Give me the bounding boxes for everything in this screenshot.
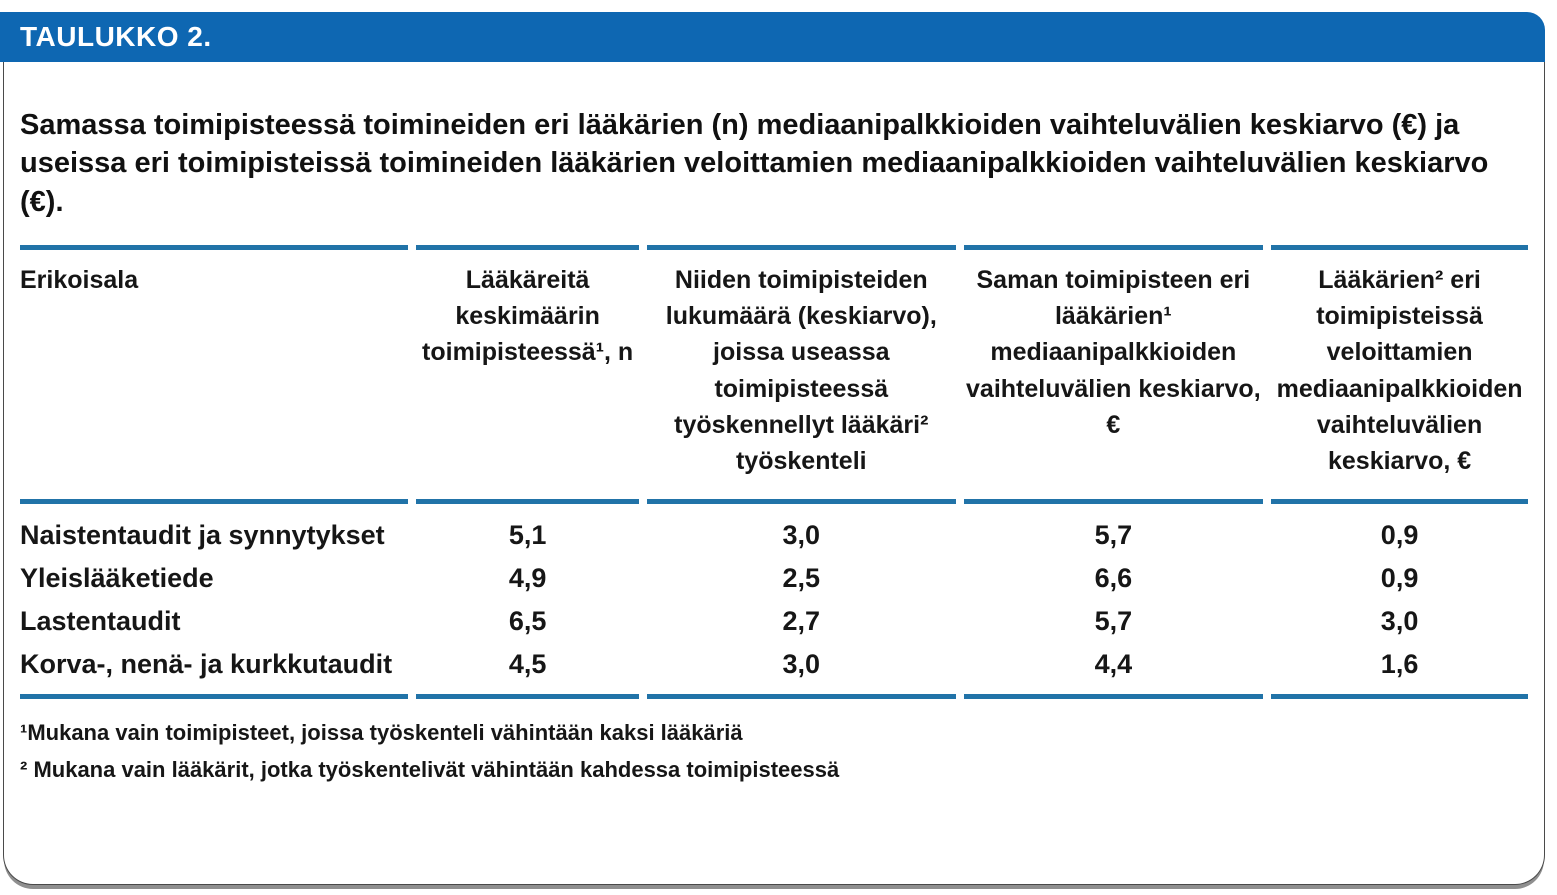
column-header-eri-toimipisteissa-keskiarvo: Lääkärien² eri toimipisteissä veloittamien mediaanipalkkioiden vaihteluvälien keskiarvo, € [1271, 245, 1528, 505]
cell-value: 4,9 [508, 563, 547, 594]
cell-value: 6,5 [508, 606, 547, 637]
table-card [3, 62, 1545, 885]
cell-value: 3,0 [782, 520, 821, 551]
cell-value: 0,9 [1380, 563, 1419, 594]
cell-value: 2,7 [782, 606, 821, 637]
table-header-bar [0, 12, 1545, 62]
table-row [20, 504, 1528, 557]
column-header-laakareita-keskimaarin: Lääkäreitä keskimäärin toimipisteessä¹, n [416, 245, 639, 505]
cell-specialty: Naistentaudit ja synnytykset [20, 520, 385, 551]
cell-value: 0,9 [1380, 520, 1419, 551]
data-table [12, 245, 1536, 700]
cell-value: 2,5 [782, 563, 821, 594]
column-header-saman-toimipisteen-keskiarvo: Saman toimipisteen eri lääkärien¹ mediaanipalkkioiden vaihteluvälien keskiarvo, € [964, 245, 1264, 505]
column-header-erikoisala: Erikoisala [20, 245, 408, 505]
cell-value: 5,7 [1094, 520, 1133, 551]
footnote-1: ¹Mukana vain toimipisteet, joissa työskenteli vähintään kaksi lääkäriä [20, 720, 743, 746]
table-number-label: TAULUKKO 2. [20, 21, 212, 52]
cell-value: 1,6 [1271, 643, 1528, 699]
cell-specialty: Lastentaudit [20, 606, 181, 637]
table-row [20, 643, 1528, 699]
cell-value: 5,1 [508, 520, 547, 551]
cell-specialty: Korva-, nenä- ja kurkkutaudit [20, 643, 408, 699]
cell-value: 4,5 [416, 643, 639, 699]
table-row [20, 600, 1528, 643]
cell-value: 3,0 [1380, 606, 1419, 637]
footnote-2: ² Mukana vain lääkärit, jotka työskentelivät vähintään kahdessa toimipisteessä [20, 756, 840, 782]
footnotes [20, 715, 1528, 788]
column-header-toimipisteiden-lukumaara: Niiden toimipisteiden lukumäärä (keskiarvo), joissa useassa toimipisteessä työskennellyt lääkäri² työskenteli [647, 245, 955, 505]
cell-value: 4,4 [964, 643, 1264, 699]
table-row [20, 557, 1528, 600]
table-caption: Samassa toimipisteessä toimineiden eri lääkärien (n) mediaanipalkkioiden vaihteluvälien keskiarvo (€) ja useissa eri toimipisteissä toimineiden lääkärien veloittamien mediaanipalkkioiden vaihteluvälien keskiarvo (€). [20, 109, 1489, 218]
cell-specialty: Yleislääketiede [20, 563, 214, 594]
cell-value: 5,7 [1094, 606, 1133, 637]
header-row [20, 245, 1528, 505]
cell-value: 3,0 [647, 643, 955, 699]
cell-value: 6,6 [1094, 563, 1133, 594]
